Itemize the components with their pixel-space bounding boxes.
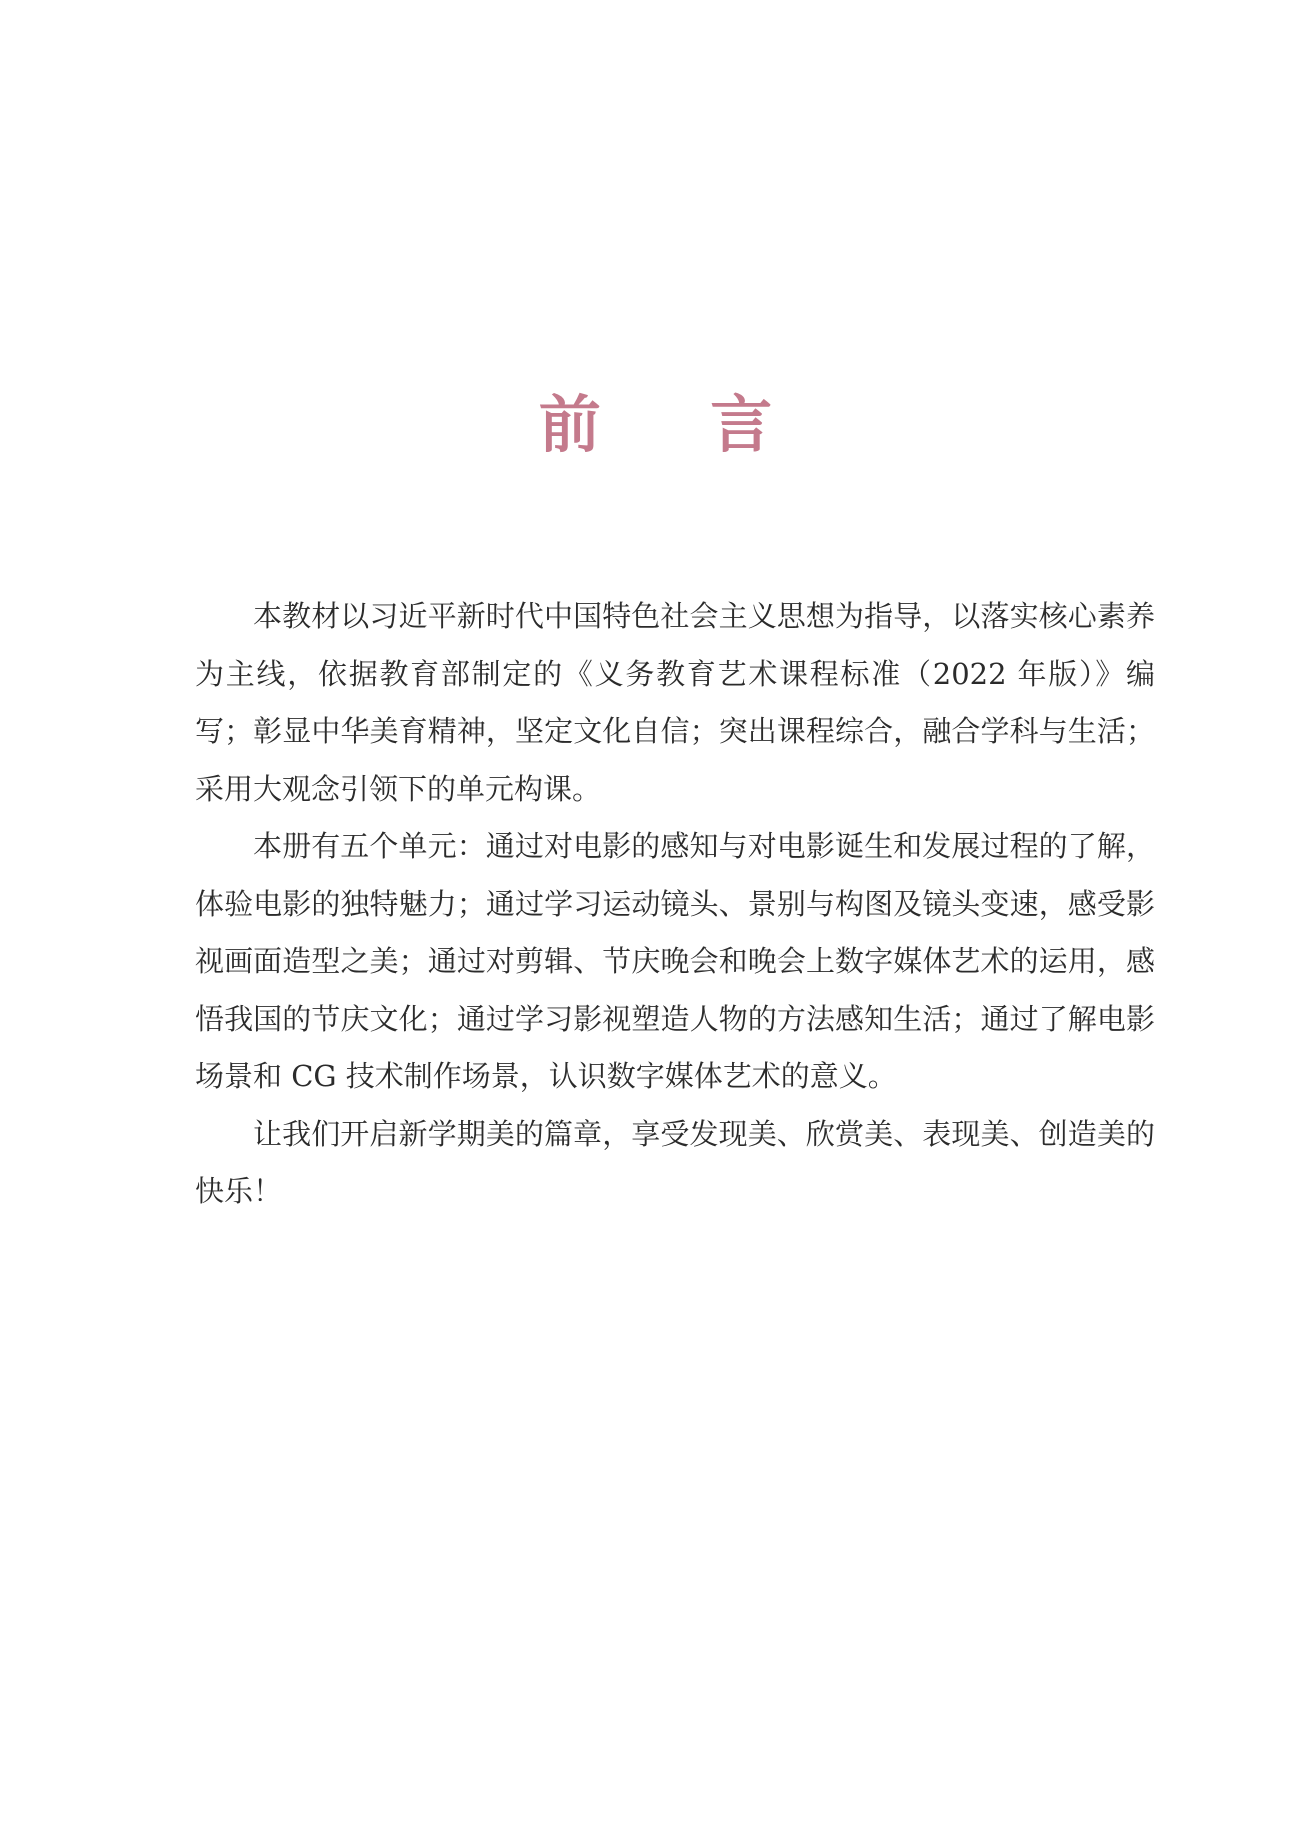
paragraph-1: 本教材以习近平新时代中国特色社会主义思想为指导，以落实核心素养为主线，依据教育部制定的《义务教育艺术课程标准（2022 年版）》编写；彰显中华美育精神，坚定文化自信；突出课程综合，融合学科与生活；采用大观念引领下的单元构课。 bbox=[195, 599, 1155, 806]
preface-body bbox=[195, 588, 1155, 1221]
page-title: 前 言 bbox=[538, 388, 817, 461]
paragraph-2: 本册有五个单元：通过对电影的感知与对电影诞生和发展过程的了解，体验电影的独特魅力；通过学习运动镜头、景别与构图及镜头变速，感受影视画面造型之美；通过对剪辑、节庆晚会和晚会上数字媒体艺术的运用，感悟我国的节庆文化；通过学习影视塑造人物的方法感知生活；通过了解电影场景和 CG 技术制作场景，认识数字媒体艺术的意义。 bbox=[195, 829, 1155, 1093]
paragraph-3: 让我们开启新学期美的篇章，享受发现美、欣赏美、表现美、创造美的快乐！ bbox=[195, 1116, 1155, 1208]
